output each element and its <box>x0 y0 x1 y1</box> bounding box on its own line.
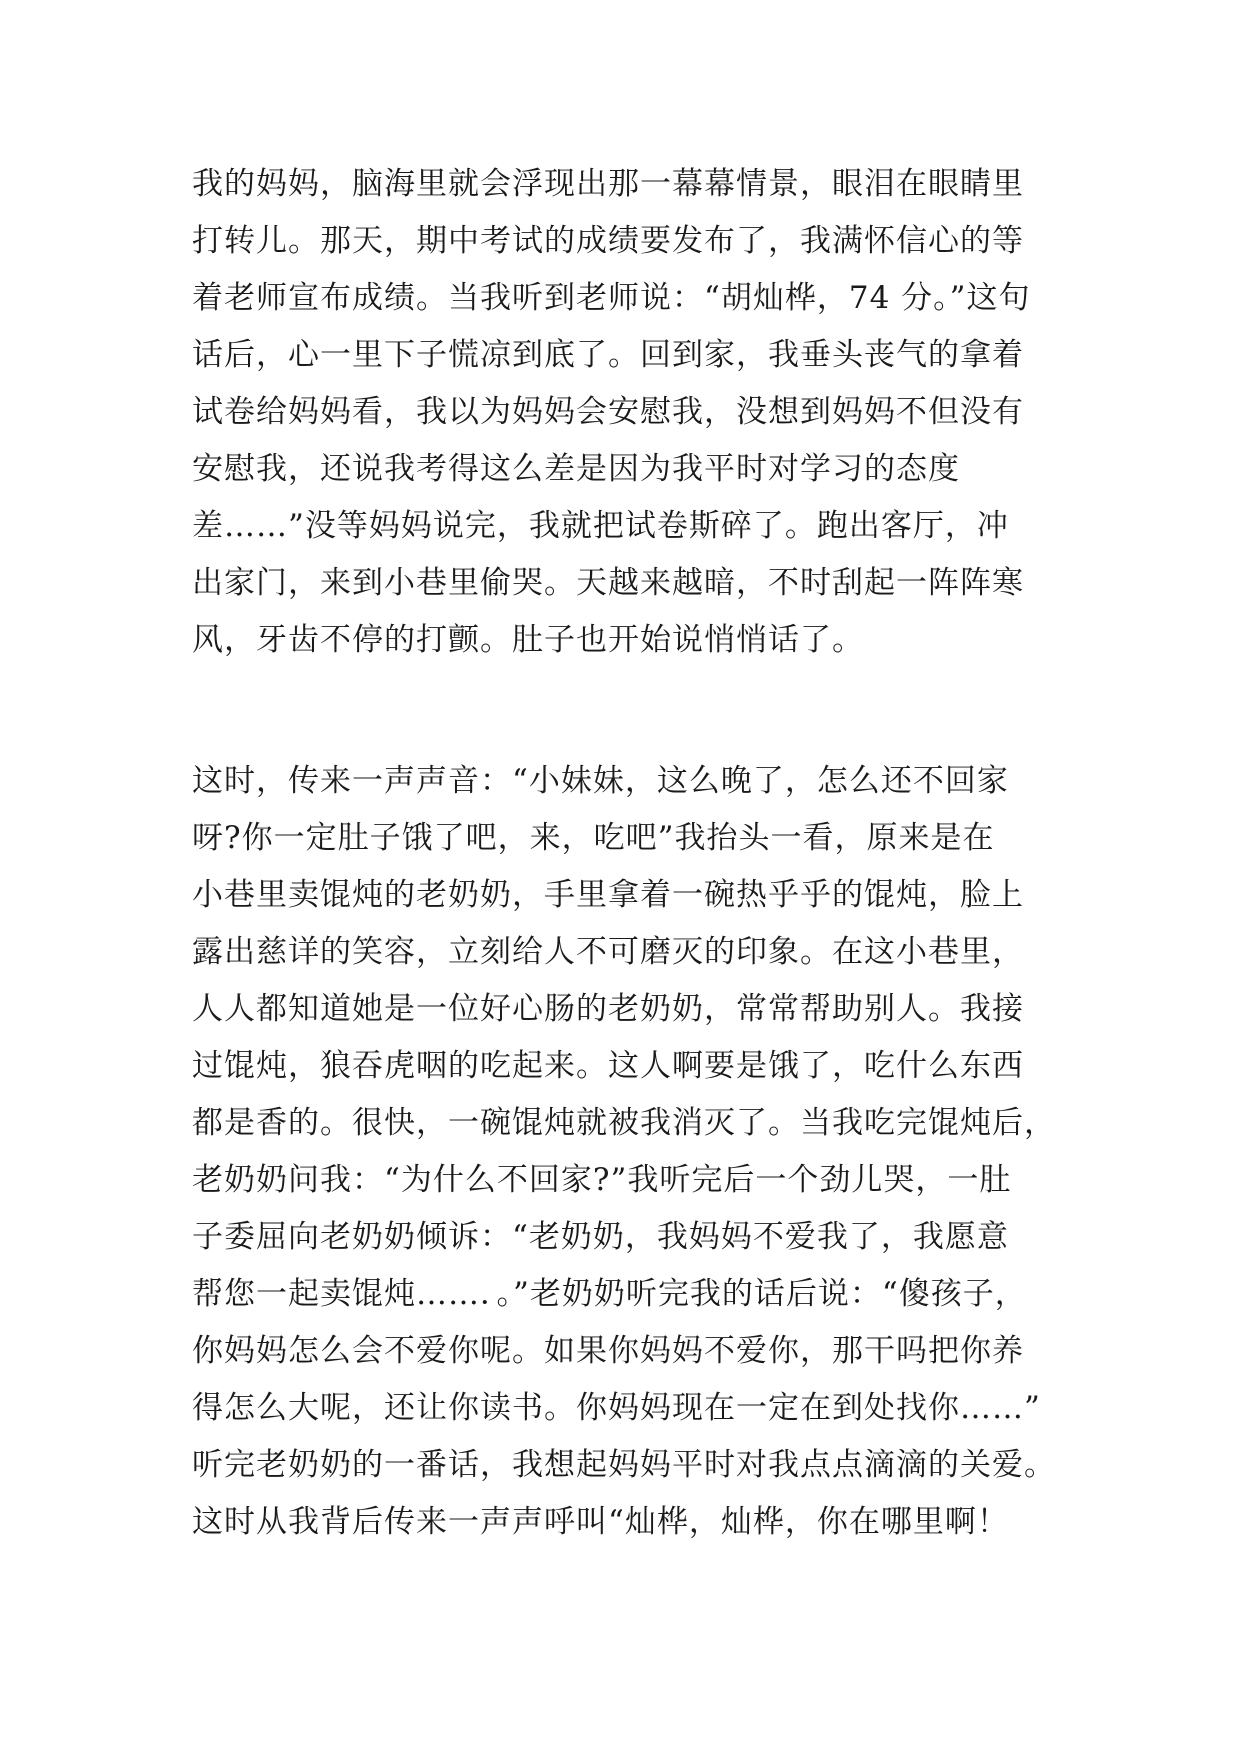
text-line: 都是香的。很快，一碗馄炖就被我消灭了。当我吃完馄炖后， <box>192 1105 1056 1141</box>
text-line: 帮您一起卖馄炖……．。”老奶奶听完我的话后说：“傻孩子， <box>192 1276 1027 1312</box>
text-line: 差……”没等妈妈说完，我就把试卷斯碎了。跑出客厅，冲 <box>192 508 1009 544</box>
text-line: 露出慈详的笑容，立刻给人不可磨灭的印象。在这小巷里， <box>192 934 1024 970</box>
text-line: 得怎么大呢，还让你读书。你妈妈现在一定在到处找你……” <box>192 1390 1041 1426</box>
text-line: 老奶奶问我：“为什么不回家?”我听完后一个劲儿哭，一肚 <box>192 1162 1012 1198</box>
text-line: 话后，心一里下子慌凉到底了。回到家，我垂头丧气的拿着 <box>192 337 1024 373</box>
text-line: 安慰我，还说我考得这么差是因为我平时对学习的态度 <box>192 451 960 487</box>
text-line: 我的妈妈，脑海里就会浮现出那一幕幕情景，眼泪在眼睛里 <box>192 166 1024 202</box>
text-line: 这时，传来一声声音：“小妹妹，这么晚了，怎么还不回家 <box>192 763 1009 799</box>
text-line: 呀?你一定肚子饿了吧，来，吃吧”我抬头一看，原来是在 <box>192 820 995 856</box>
text-line: 人人都知道她是一位好心肠的老奶奶，常常帮助别人。我接 <box>192 991 1024 1027</box>
text-line: 风，牙齿不停的打颤。肚子也开始说悄悄话了。 <box>192 622 864 658</box>
text-line: 出家门，来到小巷里偷哭。天越来越暗，不时刮起一阵阵寒 <box>192 565 1024 601</box>
text-line: 试卷给妈妈看，我以为妈妈会安慰我，没想到妈妈不但没有 <box>192 394 1024 430</box>
text-line: 打转儿。那天，期中考试的成绩要发布了，我满怀信心的等 <box>192 223 1024 259</box>
text-line: 小巷里卖馄炖的老奶奶，手里拿着一碗热乎乎的馄炖，脸上 <box>192 877 1024 913</box>
text-line: 听完老奶奶的一番话，我想起妈妈平时对我点点滴滴的关爱。 <box>192 1447 1056 1483</box>
text-line: 着老师宣布成绩。当我听到老师说：“胡灿桦，74 分。”这句 <box>192 280 1031 316</box>
paragraph-2 <box>192 753 1072 1551</box>
text-line: 这时从我背后传来一声声呼叫“灿桦，灿桦，你在哪里啊！ <box>192 1504 1009 1540</box>
paragraph-1 <box>192 156 1072 669</box>
text-line: 子委屈向老奶奶倾诉：“老奶奶，我妈妈不爱我了，我愿意 <box>192 1219 1009 1255</box>
text-line: 过馄炖，狼吞虎咽的吃起来。这人啊要是饿了，吃什么东西 <box>192 1048 1024 1084</box>
text-line: 你妈妈怎么会不爱你呢。如果你妈妈不爱你，那干吗把你养 <box>192 1333 1024 1369</box>
